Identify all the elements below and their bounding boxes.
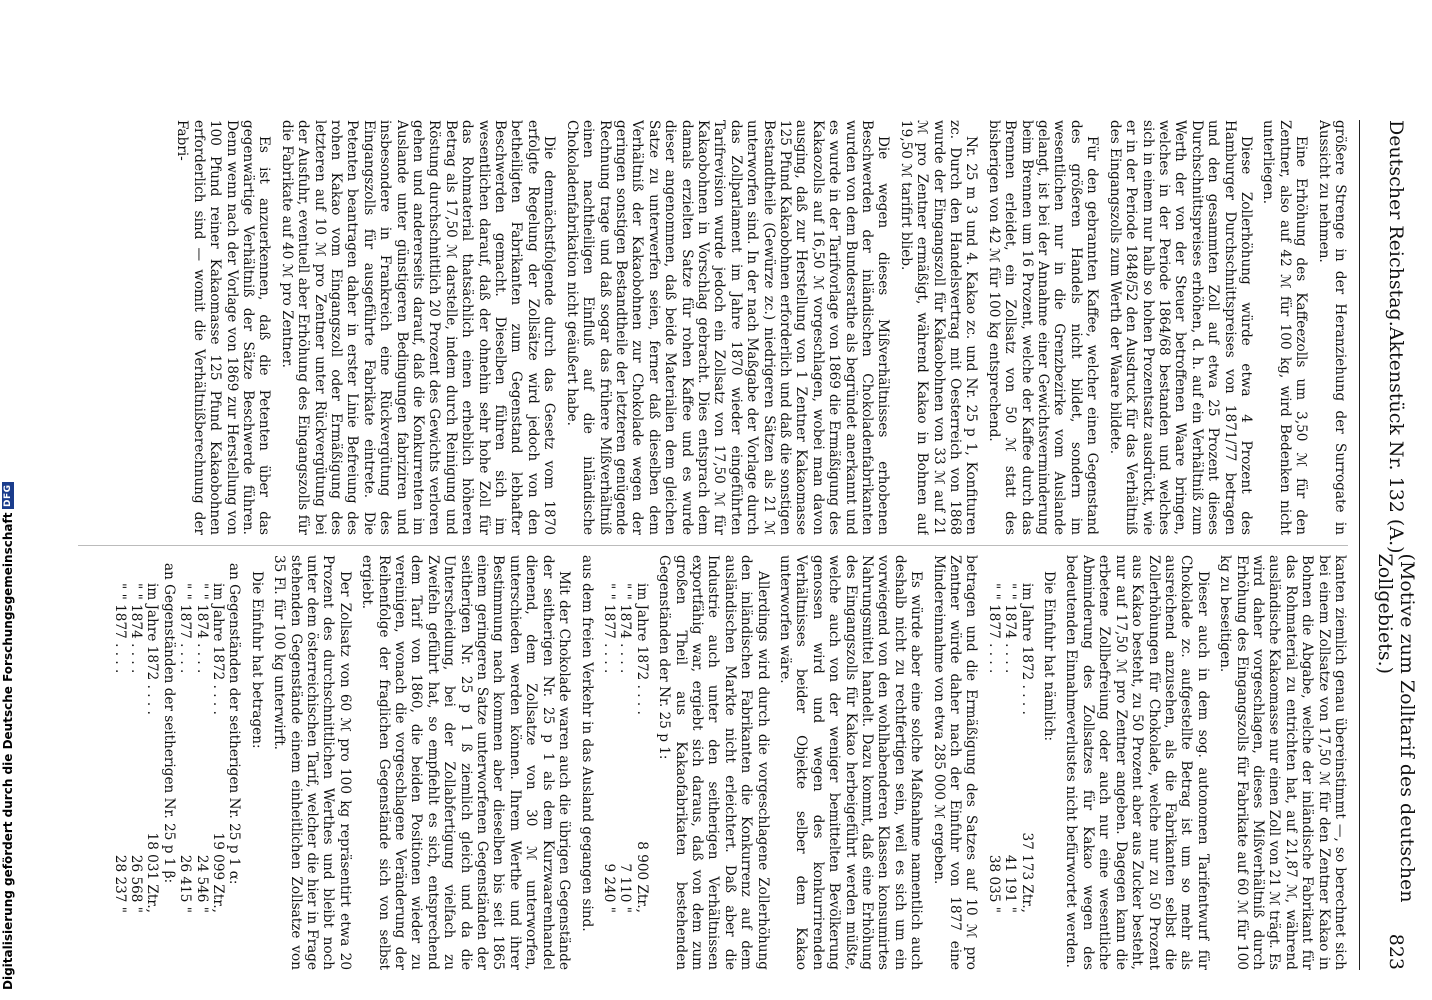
table-value: 18 031 Ztr., (144, 832, 161, 913)
table-row (111, 583, 127, 970)
table-label: " " 1874 . . . . (193, 583, 210, 674)
table-row (985, 583, 1001, 970)
paragraph: aus dem freien Verkehr in das Ausland gegangen sind. (578, 555, 595, 932)
table-row (1018, 583, 1034, 970)
table-value: 37 173 Ztr., (1018, 832, 1035, 913)
table-value: 38 035 " (985, 854, 1002, 913)
paragraph: Es ist anzuerkennen, daß die Petenten über das gegenwärtige Verhältniß der Sätze Beschwerde führen. Denn wenn nach der Vorlage von 1869 zur Herstellung von 100 Pfund reiner Kakaomasse 125 Pfund Kakaobohnen erforderlich sind — womit die Verhältnißberechnung der Fabri- (174, 120, 273, 535)
table-label: " " 1874 . . . . (127, 583, 144, 674)
header-center: Aktenstück Nr. 132 (A.) (1385, 326, 1407, 554)
credit-text: Digitalisierung gefördert durch die Deutsche Forschungsgemeinschaft (1, 512, 15, 990)
table-value: 9 240 " (600, 863, 617, 913)
table-row (601, 583, 617, 970)
table-label: " " 1874 . . . . (1002, 583, 1019, 674)
table-label: im Jahre 1872 . . . . (1018, 583, 1035, 715)
page-number: 823 (1385, 933, 1407, 970)
paragraph: Diese Zollerhöhung würde etwa 4 Prozent des Hamburger Durchschnittspreises von 1871/77 betragen und den gesammten Zoll auf etwa 25 Prozent dieses Durchschnittspreises erhöhen, d. h. auf ein Verhältniß zum Werth der von der Steuer betroffenen Waare bringen, welches in der Periode 1864/68 bestanden und welches sich in einem nur halb so hohen Prozentsatz ausdrückt, wie er in der Periode 1848/52 den Ausdruck für das Verhältniß des Eingangszolls zum Werth der Waare bildete. (1106, 120, 1254, 535)
table-row (617, 583, 633, 970)
table-value: 24 546 " (193, 854, 210, 913)
table-label: im Jahre 1872 . . . . (210, 583, 226, 715)
table-value: 26 415 " (177, 854, 194, 913)
paragraph: Dieser auch in dem sog. autonomen Tarifentwurf für Chokolade zc. aufgestellte Betrag ist um so mehr als ausreichend anzusehen, als die Fabrikanten selbst die Zollerhöhungen für Chokolade, welche nur zu 50 Prozent aus Kakao besteht, zu 50 Prozent aber aus Zucker besteht, nur auf 17,50 ℳ pro Zentner angeben. Dagegen kann die erbetene Zollbefreiung oder auch nur eine wesentliche Abminderung des Zollsatzes für Kakao wegen des bedeutenden Einnahmeverlustes nicht befürwortet werden. (1063, 555, 1211, 970)
table-title: an Gegenständen der seitherigen Nr. 25 p 1 β: (160, 563, 177, 884)
paragraph: Der Zollsatz von 60 ℳ pro 100 kg repräsentirt etwa 20 Prozent des durchschnittlichen Werthes und bleibt noch unter dem österreichischen Tarif, welcher die hier in Frage stehenden Gegenstände einem einheitlichen Zollsatze von 35 Fl. für 100 kg unterwirft. (271, 555, 353, 970)
table-value: 19 099 Ztr., (210, 832, 226, 913)
import-table-3 (111, 563, 243, 970)
paragraph: größere Strenge in der Heranziehung der Surrogate in Aussicht zu nehmen. (1315, 120, 1348, 535)
paragraph: Mit der Chokolade waren auch die übrigen Gegenstände der seitherigen Nr. 25 p 1 als dem Kurzwaarenhandel dienend, dem Zollsatze von 30 ℳ unterworfen, unterschieden werden können. Ihrem Werthe und ihrer Bestimmung nach kommen aber dieselben bis seit 1865 einem geringeren Satze unterworfenen Gegenständen der seitherigen Nr. 25 p 1 ß ziemlich gleich und da die Unterscheidung, bei der Zollabfertigung vielfach zu Zweifeln geführt hat, so empfiehlt es sich, entsprechend dem Tarif von 1860, die beiden Positionen wieder zu vereinigen, wonach die vorgeschlagene Veränderung der Reihenfolge der fraglichen Gegenstände sich von selbst ergiebt. (359, 555, 573, 970)
text-column-left (68, 120, 1348, 535)
table-value: 26 568 " (127, 854, 144, 913)
table-label: " " 1877 . . . . (177, 583, 194, 674)
table-row (128, 583, 144, 970)
paragraph: Es würde aber eine solche Maßnahme namentlich auch deshalb nicht zu rechtfertigen sein, weil es sich um ein vorwiegend von den wohlhabenderen Klassen konsumirtes Nahrungsmittel handelt. Dazu kommt, daß eine Erhöhung des Eingangszolls für Kakao herbeigeführt werden müßte, welche auch von der weniger bemittelten Bevölkerung genossen wird und wegen des konkurrirenden Verhältnisses beider Objekte selber dem Kakao unterworfen wäre. (777, 555, 925, 970)
paragraph: kanten ziemlich genau übereinstimmt —, so berechnet sich bei einem Zollsatze von 17,50 ℳ für den Zentner Kakao in Bohnen die Abgabe, welche der inländische Fabrikant für das Rohmaterial zu entrichten hat, auf 21,87 ℳ, während ausländische Kakaomasse nur einen Zoll von 21 ℳ trägt. Es wird daher vorgeschlagen, dieses Mißverhältniß durch Erhöhung des Eingangszolls für Fabrikate auf 60 ℳ für 100 kg zu beseitigen. (1217, 555, 1348, 970)
header-right: (Motive zum Zolltarif des deutschen Zollgebiets.) (1374, 553, 1418, 903)
table-row (144, 583, 160, 970)
table-row (1002, 583, 1018, 970)
dfg-logo: DFG (3, 484, 13, 507)
table-value: 7 110 " (617, 863, 634, 913)
digitization-credit (0, 484, 16, 990)
paragraph: betragen und die Ermäßigung des Satzes auf 10 ℳ pro Zentner würde daher nach der Einfuhr von 1877 eine Mindereinnahme von etwa 285 000 ℳ ergeben. (930, 555, 980, 970)
table-row (193, 583, 209, 970)
paragraph: Für den gebrannten Kaffee, welcher einen Gegenstand des größeren Handels nicht bildet, sondern im wesentlichen nur in die Grenzbezirke vom Auslande gelangt, ist bei der Annahme einer Gewichtsverminderung beim Brennen um 16 Prozent, welche der Kaffee durch das Brennen erleidet, ein Zollsatz von 50 ℳ statt des bisherigen von 42 ℳ für 100 kg entsprechend. (985, 120, 1101, 535)
table-label: " " 1877 . . . . (600, 583, 617, 674)
paragraph: Die demnächstfolgende durch das Gesetz vom 1870 erfolgte Regelung der Zollsätze wird jedoch von den betheiligten Fabrikanten zum Gegenstand lebhafter Beschwerden gemacht. Dieselben führen sich im wesentlichen darauf, daß der ohnehin sehr hohe Zoll für das Rohmaterial thatsächlich einen erheblich höheren Betrag als 17,50 ℳ darstelle, indem durch Reinigung und Röstung durchschnittlich 20 Prozent des Gewichts verloren gehen und andererseits darauf, daß die Konkurrenten im Auslande unter günstigeren Bedingungen fabriziren und insbesondere in Frankreich eine Rückvergütung des Eingangszolls für ausgeführte Fabrikate eintrete. Die Petenten beantragen daher in erster Linie Befreiung des rohen Kakao vom Eingangszoll oder Ermäßigung des letzteren auf 10 ℳ pro Zentner unter Rückvergütung bei der Ausfuhr, eventuell aber Erhöhung des Eingangszolls für die Fabrikate auf 40 ℳ pro Zentner. (278, 120, 558, 535)
paragraph: Nr. 25 m 3 und 4. Kakao zc. und Nr. 25 p 1, Konfituren zc. Durch den Handelsvertrag mit Oesterreich von 1868 wurde der Eingangszoll für Kakaobohnen von 33 ℳ auf 21 ℳ pro Zentner ermäßigt, während Kakao in Bohnen auf 19,50 ℳ tarifirt blieb. (897, 120, 980, 535)
table-label: " " 1877 . . . . (985, 583, 1002, 674)
header-left: Deutscher Reichstag. (1385, 120, 1407, 327)
export-table (601, 583, 650, 970)
table-row (633, 583, 649, 970)
text-column-right (68, 555, 1348, 970)
page-header (1359, 120, 1432, 970)
table-value: 28 237 " (111, 854, 128, 913)
paragraph: Allerdings wird durch die vorgeschlagene Zollerhöhung den inländischen Fabrikanten die Konkurrenz auf dem ausländischen Markte nicht erleichtert. Daß aber die Industrie auch unter den seitherigen Verhältnissen exportfähig war, ergiebt sich daraus, daß von dem zum großen Theil aus Kakaofabrikaten bestehenden Gegenständen der Nr. 25 p 1: (656, 555, 771, 970)
table-label: im Jahre 1872 . . . . (144, 583, 161, 715)
table-row (210, 583, 226, 970)
paragraph: Eine Erhöhung des Kaffeezolls um 3,50 ℳ für den Zentner, also auf 42 ℳ für 100 kg, wird Bedenken nicht unterliegen. (1260, 120, 1310, 535)
table-value: 8 900 Ztr., (633, 841, 650, 913)
table-row (177, 583, 193, 970)
table-label: " " 1874 . . . . (617, 583, 634, 674)
table-value: 41 191 " (1002, 854, 1019, 913)
import-table-1 (985, 583, 1034, 970)
table-label: im Jahre 1872 . . . . (633, 583, 650, 715)
paragraph: Die Einfuhr hat betragen: (248, 571, 265, 749)
table-title: an Gegenständen der seitherigen Nr. 25 p 1 α: (226, 563, 243, 885)
paragraph: Die Einfuhr hat nämlich: (1041, 571, 1058, 742)
paragraph: Die wegen dieses Mißverhältnisses erhobenen Beschwerden der inländischen Chokoladenfabrikanten wurden von dem Bundesrathe als begründet anerkannt und es wurde in der Tarifvorlage von 1869 die Ermäßigung des Kakaozolls auf 16,50 ℳ vorgeschlagen, wobei man davon ausging, daß zur Herstellung von 1 Zentner Kakaomasse 125 Pfund Kakaobohnen erforderlich und daß die sonstigen Bestandtheile (Gewürze zc.) niedrigeren Sätzen als 21 ℳ unterworfen sind. In der nach Maßgabe der Vorlage durch das Zollparlament im Jahre 1870 wieder eingeführten Tarifrevision wurde jedoch ein Zollsatz von 17,50 ℳ für Kakaobohnen in Vorschlag gebracht. Dies entsprach dem damals erzielten Satze für rohen Kaffee und es wurde dieser angenommen, daß beide Materialien dem gleichen Satze zu unterwerfen seien, ferner daß dieselben dem Verhältniß der Kakaobohnen zur Chokolade wegen der geringen sonstigen Bestandtheile der letzteren genügende Rechnung trage und daß sogar das frühere Mißverhältniß einen nachtheiligen Einfluß auf die inländische Chokoladenfabrikation nicht geäußert habe. (563, 120, 892, 535)
column-separator (78, 545, 1348, 546)
table-label: " " 1877 . . . . (111, 583, 128, 674)
